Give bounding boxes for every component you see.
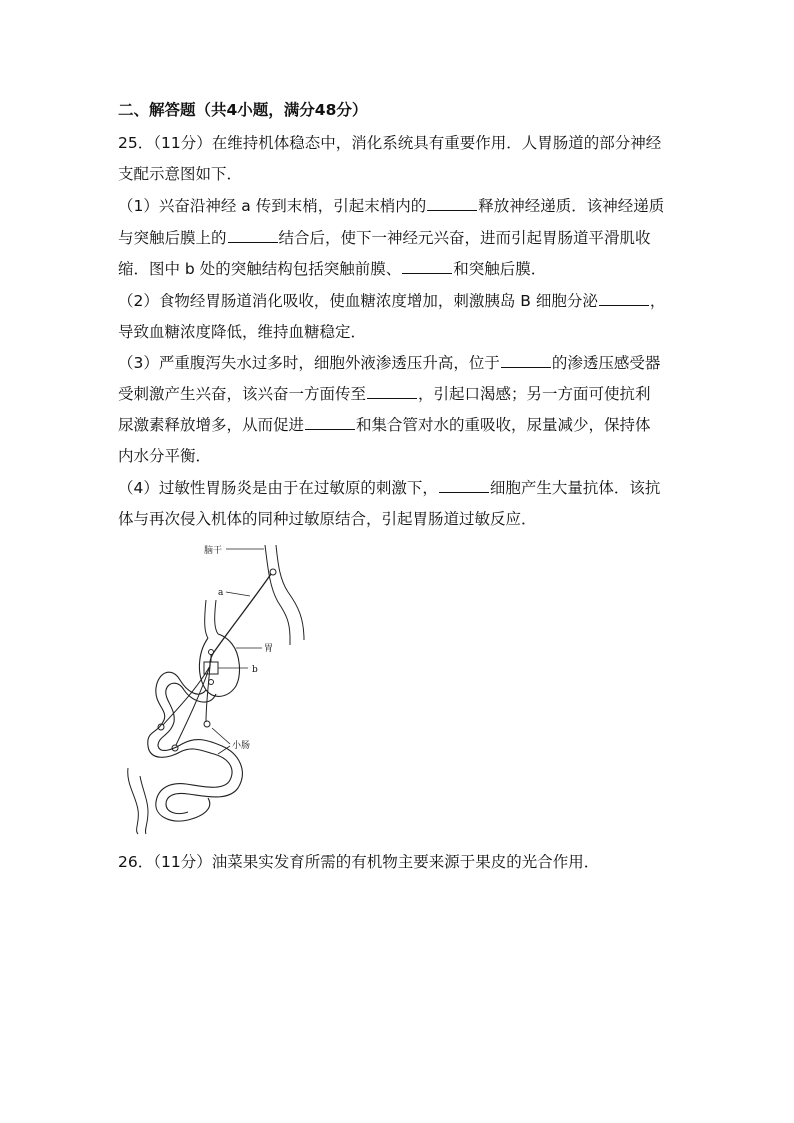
- label-intestine: 小肠: [232, 741, 251, 751]
- section-title: 二、解答题（共4小题，满分48分）: [118, 101, 368, 119]
- answer-blank[interactable]: [367, 384, 417, 399]
- small-intestine-tail-2: [140, 776, 148, 834]
- answer-blank[interactable]: [439, 478, 489, 493]
- text-segment: 的渗透压感受器: [551, 354, 661, 372]
- esophagus: [205, 600, 208, 638]
- q25-part2-line2: 导致血糖浓度降低，维持血糖稳定．: [118, 323, 367, 341]
- q25-part1-line3: [118, 259, 546, 279]
- q25-part2-line1: [118, 291, 665, 311]
- text-segment: ，: [649, 292, 666, 310]
- nerve-branch-1: [163, 666, 210, 725]
- text-segment: 与突触后膜上的: [118, 229, 227, 247]
- text-segment: 受刺激产生兴奋，该兴奋一方面传至: [118, 385, 367, 403]
- q25-header-cont: 支配示意图如下．: [118, 165, 243, 183]
- text-segment: 细胞产生大量抗体．该抗: [489, 479, 661, 497]
- neuron-body-b: [209, 680, 214, 685]
- answer-blank[interactable]: [599, 291, 649, 306]
- q25-part3-line4: 内水分平衡．: [118, 447, 212, 465]
- ganglion-3: [204, 721, 210, 727]
- text-segment: （2）食物经胃肠道消化吸收，使血糖浓度增加，刺激胰岛 B 细胞分泌: [118, 292, 598, 310]
- q25-part4-line1: [118, 478, 660, 498]
- answer-blank[interactable]: [427, 196, 477, 211]
- text-segment: 和集合管对水的重吸收，尿量减少，保持体: [356, 416, 651, 434]
- text-segment: 尿激素释放增多，从而促进: [118, 416, 305, 434]
- q25-part3-line2: [118, 384, 651, 404]
- q25-part3-line3: [118, 415, 651, 435]
- answer-blank[interactable]: [501, 353, 551, 368]
- label-a: a: [218, 588, 224, 598]
- small-intestine-inner: [158, 683, 242, 813]
- neuron-body-stomach: [209, 650, 214, 655]
- text-segment: ，引起口渴感；另一方面可使抗利: [418, 385, 651, 403]
- text-segment: （4）过敏性胃肠炎是由于在过敏原的刺激下，: [118, 479, 438, 497]
- text-segment: 和突触后膜．: [453, 260, 547, 278]
- label-stomach: 胃: [264, 644, 274, 654]
- text-segment: 释放神经递质．该神经递质: [478, 197, 665, 215]
- q25-part3-line1: [118, 353, 660, 373]
- answer-blank[interactable]: [228, 228, 278, 243]
- q25-part1-line1: [118, 196, 664, 216]
- leader-a: [226, 592, 250, 596]
- text-segment: （1）兴奋沿神经 a 传到末梢，引起末梢内的: [118, 197, 427, 215]
- q26-header: 26．（11分）油菜果实发育所需的有机物主要来源于果皮的光合作用．: [118, 853, 600, 871]
- gut-nerve-diagram: [118, 540, 318, 835]
- answer-blank[interactable]: [402, 259, 452, 274]
- answer-blank[interactable]: [305, 415, 355, 430]
- text-segment: 结合后，使下一神经元兴奋，进而引起胃肠道平滑肌收: [278, 229, 651, 247]
- label-brainstem: 脑干: [204, 546, 223, 556]
- text-segment: 缩．图中 b 处的突触结构包括突触前膜、: [118, 260, 402, 278]
- leader-intestine-1: [212, 728, 230, 744]
- small-intestine-tail: [128, 768, 139, 834]
- brainstem-outline-inner: [276, 545, 304, 640]
- esophagus-right: [215, 600, 218, 634]
- q25-part4-line2: 体与再次侵入机体的同种过敏原结合，引起胃肠道过敏反应．: [118, 510, 537, 528]
- label-b: b: [252, 665, 258, 675]
- q25-header: 25．（11分）在维持机体稳态中，消化系统具有重要作用．人胃肠道的部分神经: [118, 134, 662, 152]
- text-segment: （3）严重腹泻失水过多时，细胞外液渗透压升高，位于: [118, 354, 500, 372]
- q25-part1-line2: [118, 228, 651, 248]
